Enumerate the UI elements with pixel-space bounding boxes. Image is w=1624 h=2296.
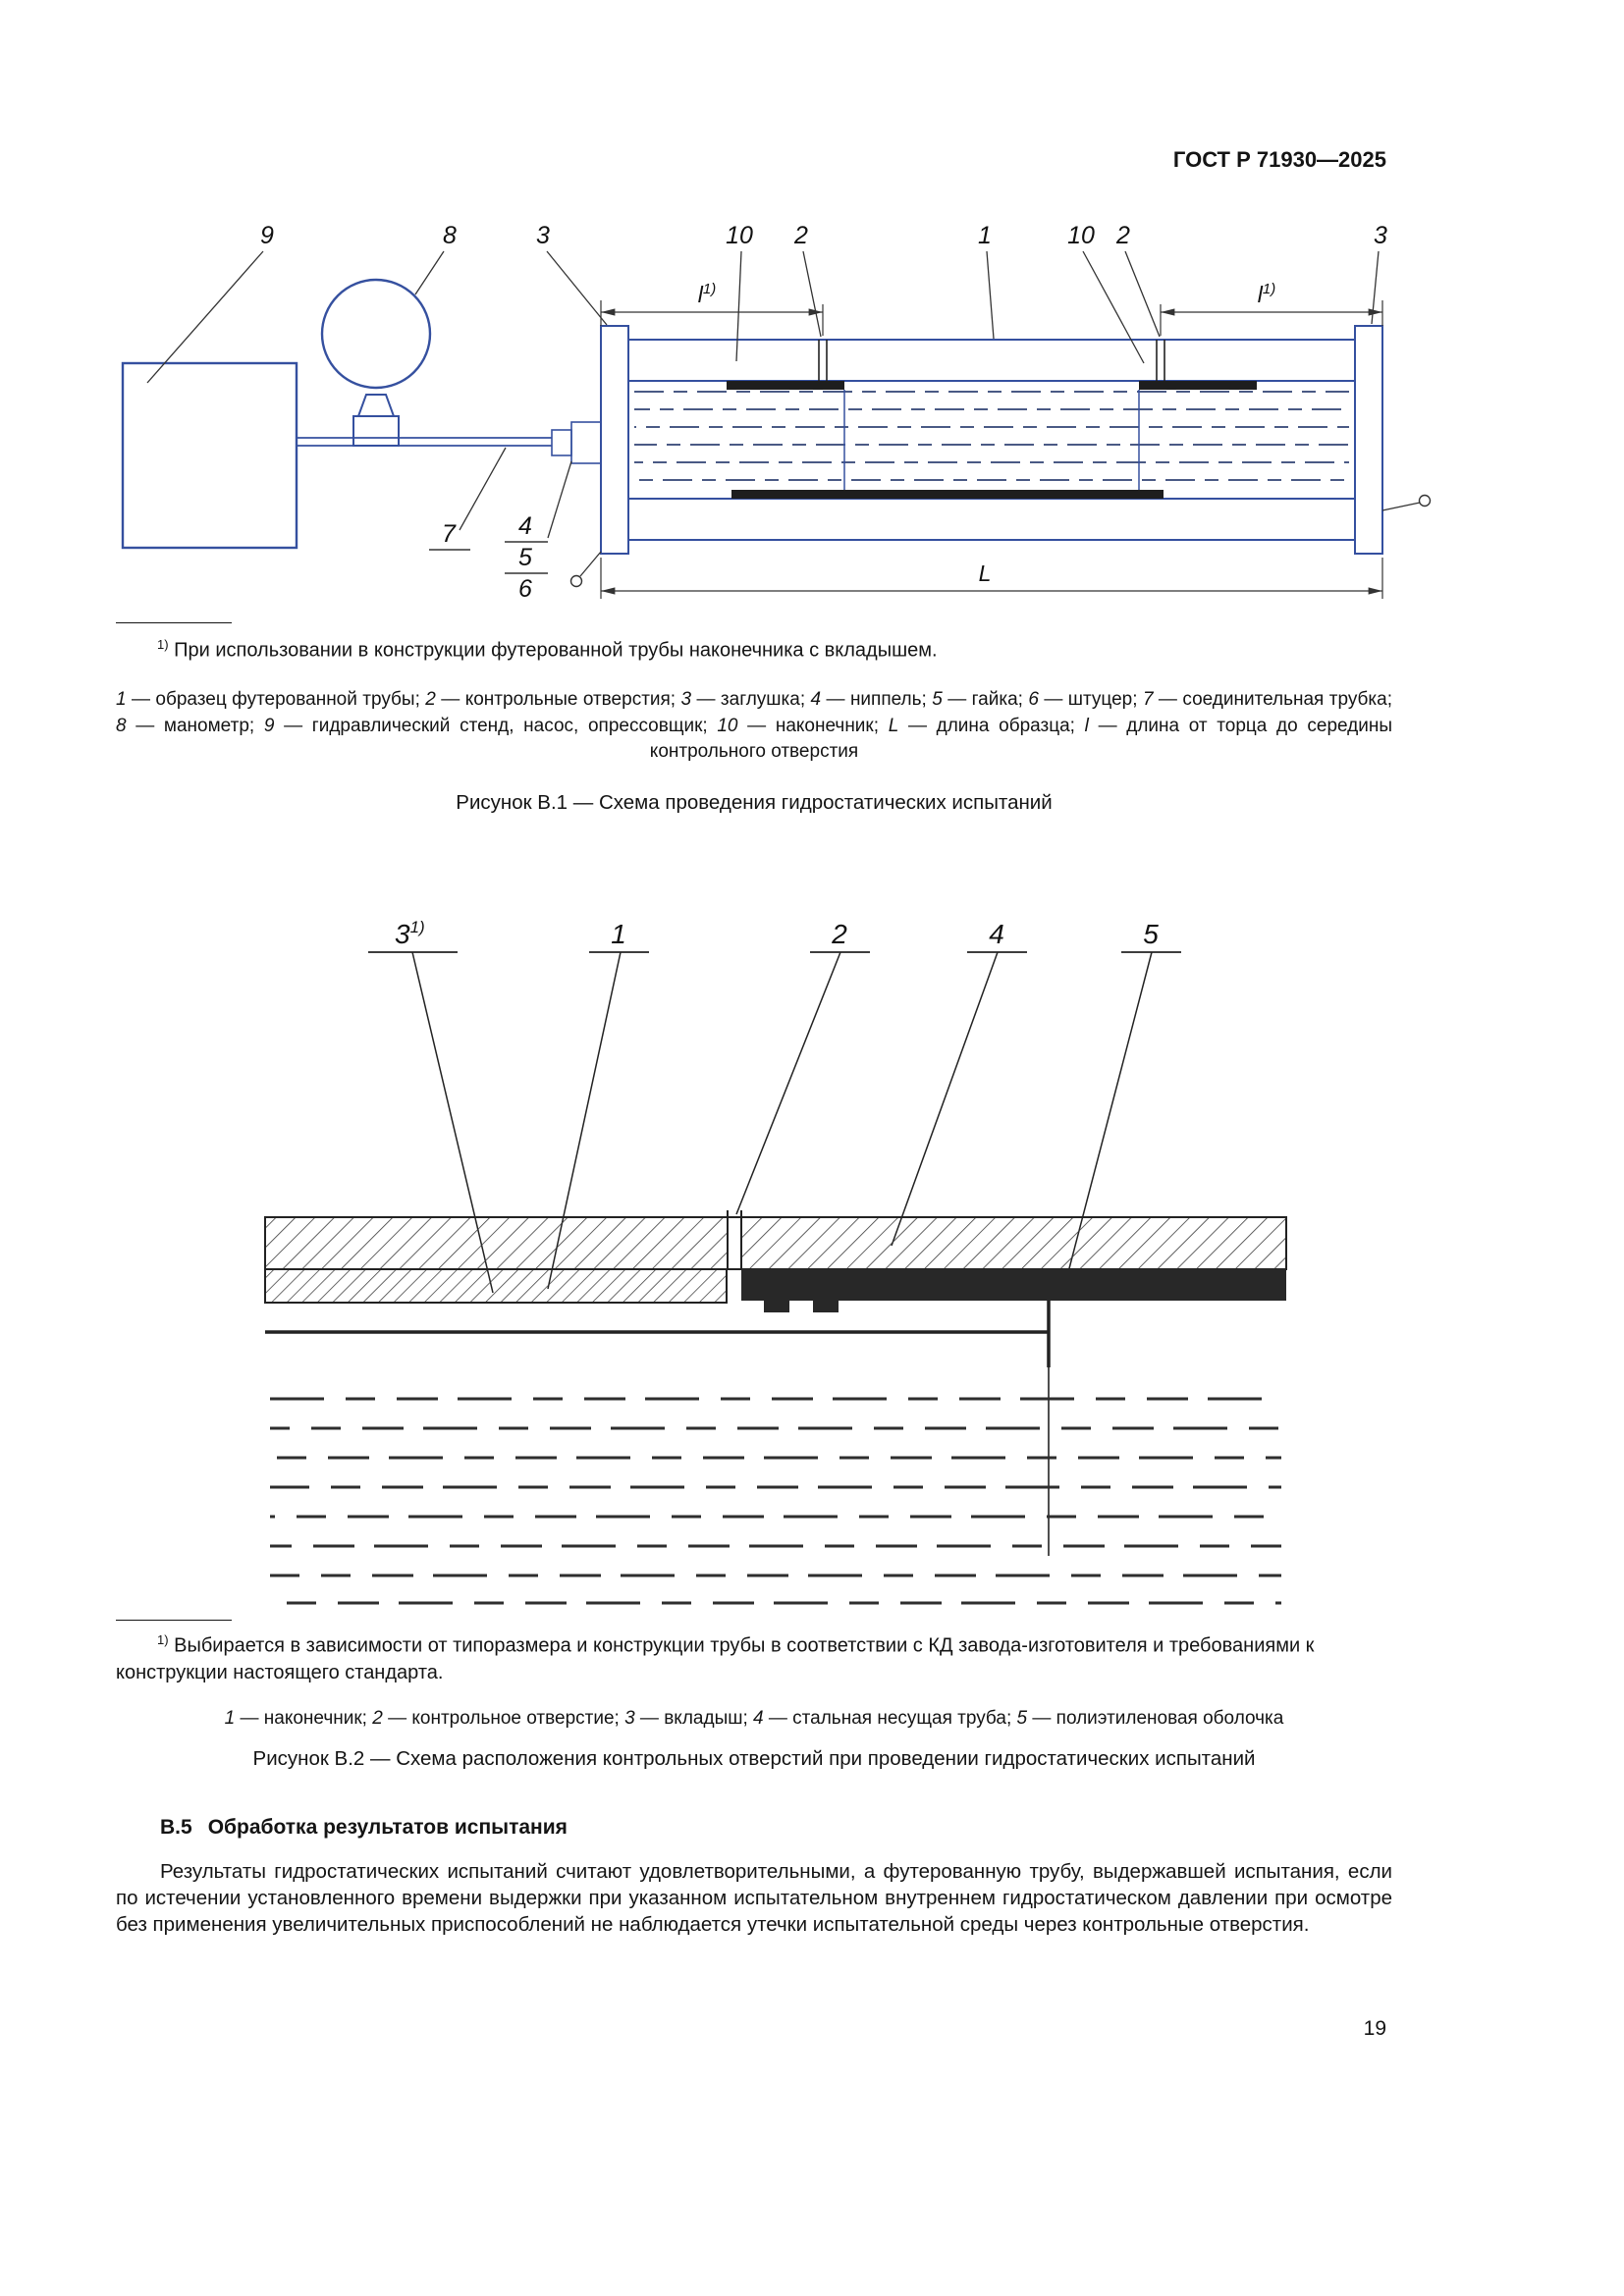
callout-5-b2	[1121, 919, 1181, 952]
caption-b2: Рисунок В.2 — Схема расположения контрольных отверстий при проведении гидростатических испытаний	[252, 1747, 1256, 1770]
svg-text:l1): $l^{1)}$	[697, 281, 717, 307]
pipe-specimen	[601, 326, 1382, 554]
svg-text:7: 7	[442, 520, 456, 548]
section-b5-body: Результаты гидростатических испытаний считают удовлетворительными, а футерованную трубу, выдержавшей испытания, если по истечении установленного времени выдержки при указанном испытательном внутреннем гидростатическом давлении при осмотре без применения увеличительных приспособлений не наблюдается утечки испытательной среды через контрольные отверстия.	[116, 1860, 1392, 1937]
figure-b1-drawing	[108, 214, 1443, 618]
callout-2-b2	[810, 919, 870, 952]
callout-10-right: 10	[1067, 222, 1095, 249]
svg-text:2: 2	[832, 919, 847, 949]
callout-1: 1	[978, 222, 992, 249]
callout-9: 9	[260, 222, 274, 249]
legend-b2: 1 — наконечник; 2 — контрольное отверстие; 3 — вкладыш; 4 — стальная несущая труба; 5 — полиэтиленовая оболочка	[224, 1708, 1284, 1729]
callout-5: 5	[518, 544, 532, 571]
callout-2-left: 2	[794, 222, 808, 249]
control-hole-b2	[728, 1210, 741, 1269]
callout-4: 4	[518, 512, 532, 540]
section-b5-number: В.5	[160, 1816, 192, 1839]
vent-circle-right	[1382, 496, 1431, 511]
footnote-text-b1: При использовании в конструкции футерованной трубы наконечника с вкладышем.	[174, 639, 938, 662]
steel-pipe-wall	[265, 1217, 1286, 1269]
pump-stand-box	[123, 363, 297, 548]
callout-8: 8	[443, 222, 457, 249]
caption-b1: Рисунок В.1 — Схема проведения гидростатических испытаний	[456, 791, 1053, 814]
svg-text:5: 5	[1143, 919, 1159, 949]
callout-1-b2	[589, 919, 649, 952]
svg-text:1: 1	[611, 919, 626, 949]
callout-3-b2	[368, 918, 458, 952]
footnote-b1	[116, 636, 1392, 665]
svg-text:L: L	[978, 561, 992, 586]
dimension-l-left	[601, 281, 823, 336]
control-hole-left	[819, 340, 827, 381]
svg-text:l1): $l^{1)}$	[1257, 281, 1276, 307]
dimension-l-right	[1161, 281, 1382, 336]
footnote-rule-b2	[116, 1620, 232, 1621]
callout-2-right: 2	[1116, 222, 1130, 249]
callout-10-left: 10	[726, 222, 753, 249]
callout-3-right: 3	[1374, 222, 1387, 249]
callout-7	[429, 520, 470, 550]
svg-text:4: 4	[989, 919, 1004, 949]
section-b5-heading	[116, 1816, 1392, 1840]
svg-text:31): 3$^{1)}$	[395, 918, 425, 949]
footnote-marker-b2: 1)	[157, 1632, 169, 1647]
liquid-dashes-b2	[270, 1399, 1281, 1603]
figure-b2-drawing	[177, 908, 1316, 1634]
legend-b1: 1 — образец футерованной трубы; 2 — контрольные отверстия; 3 — заглушка; 4 — ниппель; 5 — гайка; 6 — штуцер; 7 — соединительная трубка; 8 — манометр; 9 — гидравлический стенд, насос, опрессовщик; 10 — наконечник; L — длина образца; l — длина от торца до середины контрольного отверстия	[116, 689, 1393, 763]
dimension-L	[601, 558, 1382, 599]
control-hole-right	[1157, 340, 1164, 381]
end-plug-left	[601, 326, 628, 554]
callout-3-left: 3	[536, 222, 550, 249]
section-b5-title: Обработка результатов испытания	[207, 1816, 568, 1839]
callout-6: 6	[518, 575, 532, 603]
footnote-marker-b1: 1)	[157, 637, 169, 652]
insert-band	[265, 1269, 727, 1303]
nipple-nut-union-fitting	[552, 422, 601, 463]
end-plug-right	[1355, 326, 1382, 554]
callout-4-b2	[967, 919, 1027, 952]
footnote-rule-b1	[116, 622, 232, 623]
vent-circle-left	[571, 552, 602, 587]
connecting-tube	[297, 438, 552, 446]
footnote-text-b2: Выбирается в зависимости от типоразмера и конструкции трубы в соответствии с КД завода-изготовителя и требованиями к конструкции настоящего стандарта.	[116, 1634, 1315, 1683]
polyethylene-sheath	[741, 1269, 1286, 1312]
document-header-title: ГОСТ Р 71930—2025	[1172, 147, 1386, 172]
manometer-gauge	[322, 280, 430, 446]
callout-4-5-6-stack	[505, 512, 548, 603]
page-number: 19	[1363, 2017, 1386, 2040]
footnote-b2	[116, 1631, 1392, 1686]
